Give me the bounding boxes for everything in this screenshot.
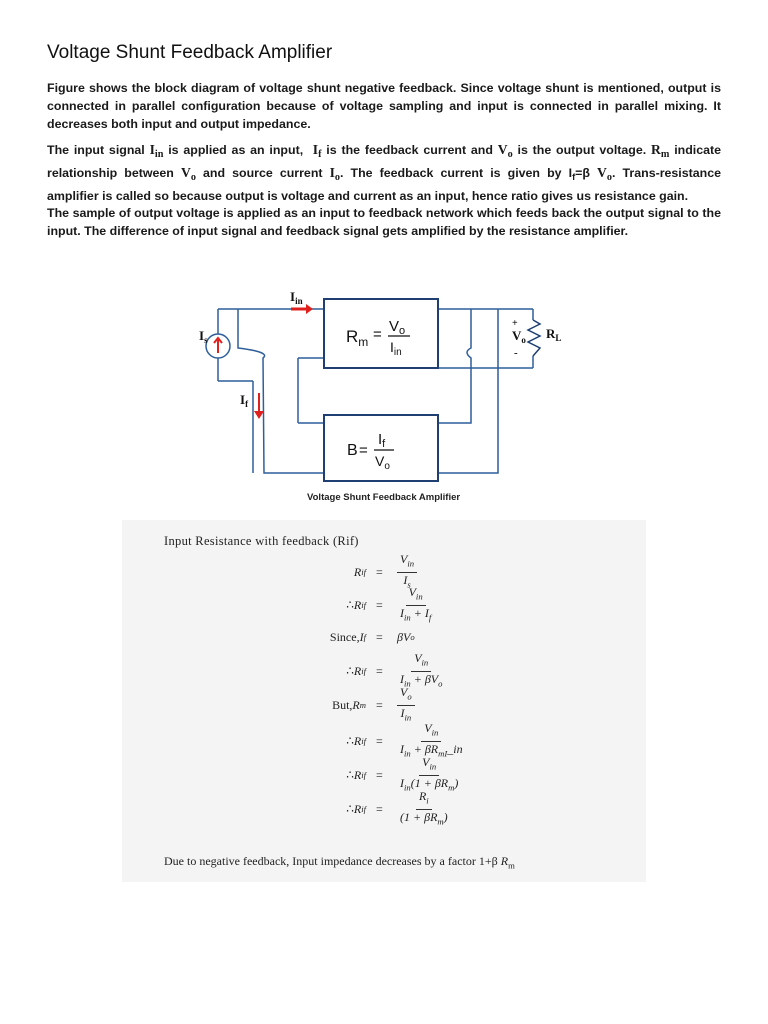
rm-formula-lhs: $R_m$ [346,327,369,349]
page-title: Voltage Shunt Feedback Amplifier [47,42,333,63]
if-arrowhead-icon [254,411,264,419]
symbol-if: $I_f$ [568,166,576,182]
equation-lhs: R if [353,564,366,579]
equation-row [122,721,646,758]
equation-row [122,651,646,688]
symbol-iin: $I_{in}$ [149,142,164,161]
rm-formula-num: $V_o$ [389,318,406,337]
label-is: $I_s$ [199,328,208,345]
derivation-conclusion: Due to negative feedback, Input impedance decreases by a factor 1+β $R_m$ [164,854,515,871]
text-run: is applied as an input, [163,143,313,157]
iin-arrowhead-icon [306,304,313,314]
equation-rhs: $\frac{V_{in}}{I_{in} + \beta R_{mI}\_in}$ [400,721,463,758]
label-minus: - [514,347,518,359]
equation-lhs: ∴ R if [346,801,366,816]
equation-lhs: ∴ R if [346,767,366,782]
text-run: =β [575,166,598,181]
diagram-caption: Voltage Shunt Feedback Amplifier [307,492,461,503]
equation-lhs: But, R m [332,697,366,712]
text-run: and source current [195,166,330,181]
label-plus: + [512,318,518,329]
symbol-vo: $V_o$ [497,142,513,161]
symbol-vo: $V_o$ [597,165,612,184]
equation-row [122,685,646,722]
b-formula-den: $V_o$ [375,453,390,472]
equation-rhs: $\frac{R_i}{(1 + \beta R_m)}$ [400,789,448,826]
equation-equals: = [376,597,383,612]
symbol-io: $I_o$ [329,165,341,184]
equation-rhs: $\frac{V_{in}}{I_{in} + \beta V_o}$ [400,651,443,688]
text-run: . The feedback current is given by [340,166,569,181]
paragraph-3: The sample of output voltage is applied as an input to feedback network which feeds back the output signal to the input. The difference of input signal and feedback signal gets amplified by the resistance amplifier. [47,206,721,238]
b-block [324,415,438,481]
equation-lhs: ∴ R if [346,733,366,748]
paragraph-1: Figure shows the block diagram of voltage shunt negative feedback. Since voltage shunt is mentioned, output is connected in parallel configuration because of voltage sampling and input is connected in parallel mixing. It decreases both input and output impedance. [47,81,721,131]
text-run: The input signal [47,143,150,157]
text-run: indicate relationship between [47,143,722,181]
equation-equals: = [376,733,383,748]
label-vo: $V_o$ [512,328,526,345]
equation-rhs: $\frac{V_o}{I_{in}}$ [397,688,415,722]
b-formula-eq: = [359,442,368,459]
equation-row [122,755,646,792]
b-formula-num: $I_f$ [378,431,386,450]
label-rl: $R_L$ [546,326,562,343]
equation-equals: = [376,629,383,644]
block-diagram [188,278,578,510]
equation-row [122,585,646,622]
b-formula-lhs: B [347,442,358,459]
equation-lhs: ∴ R if [346,597,366,612]
equation-rhs: $\frac{V_{in}}{I_{in} + I_f}$ [400,585,432,622]
equation-rhs: $\frac{V_{in}}{I_{in}(1 + \beta R_m)}$ [400,755,459,792]
resistor-rl [528,320,540,356]
label-iin: $I_{in}$ [290,289,303,306]
symbol-if: $I_f$ [312,142,322,161]
equation-row [122,552,646,589]
symbol-rm: $R_m$ [651,142,670,161]
text-run: is the feedback current and [321,143,498,157]
rm-formula-eq: = [373,326,382,343]
equation-lhs: ∴ R if [346,663,366,678]
equation-equals: = [376,801,383,816]
equation-rhs: βV o [397,629,415,644]
paragraph-2 [47,141,721,205]
label-if: $I_f$ [240,392,249,409]
derivation-panel [122,520,646,882]
equation-equals: = [376,564,383,579]
equation-rhs: $\frac{V_{in}}{I_s}$ [397,555,417,589]
equation-lhs: Since, I f [329,629,366,644]
equation-equals: = [376,767,383,782]
equation-row [122,789,646,826]
equation-equals: = [376,697,383,712]
symbol-vo: $V_o$ [180,165,196,184]
text-run: is the output voltage. [512,143,652,157]
equation-equals: = [376,663,383,678]
derivation-title: Input Resistance with feedback (Rif) [164,534,359,548]
rm-formula-den: $I_{in}$ [390,339,402,358]
equation-row [122,620,646,654]
text-run: . Trans-resistance amplifier is called so because output is voltage and current as an input, hence ratio gives us resistance gain. [47,166,722,204]
